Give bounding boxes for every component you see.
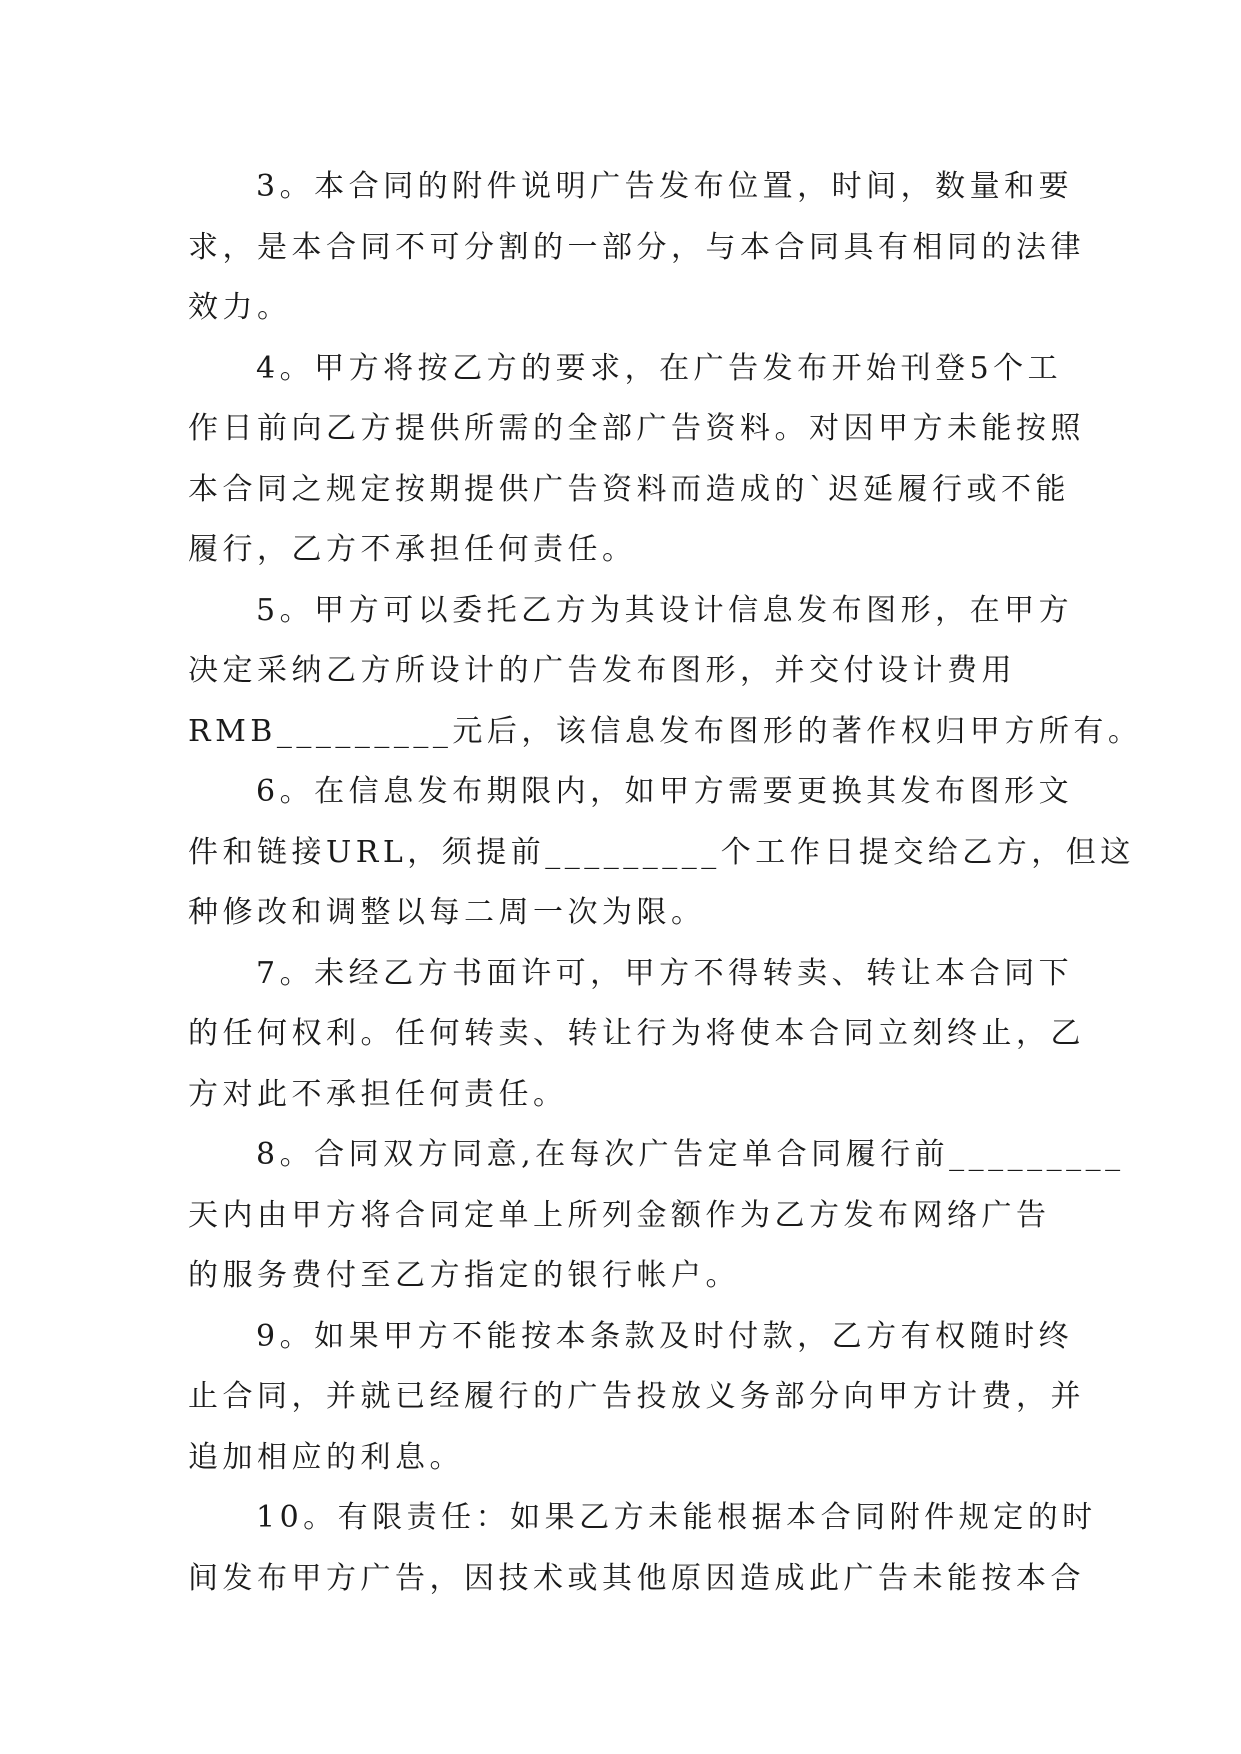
clause-7-paragraph (188, 944, 1085, 1126)
text-line: 止合同，并就已经履行的广告投放义务部分向甲方计费，并 (188, 1379, 1085, 1414)
text-line: 求，是本合同不可分割的一部分，与本合同具有相同的法律 (188, 229, 1085, 265)
text-line: 4。甲方将按乙方的要求，在广告发布开始刊登5个工 (256, 350, 1063, 386)
text-line: 7。未经乙方书面许可，甲方不得转卖、转让本合同下 (256, 955, 1074, 991)
clause-5-paragraph (188, 581, 1143, 763)
text-line: 3。本合同的附件说明广告发布位置，时间，数量和要 (256, 169, 1074, 204)
text-line: RMB_________元后，该信息发布图形的著作权归甲方所有。 (188, 713, 1143, 749)
clause-10-paragraph (188, 1488, 1097, 1609)
text-line: 追加相应的利息。 (188, 1439, 464, 1475)
text-line: 的服务费付至乙方指定的银行帐户。 (188, 1258, 740, 1293)
text-line: 作日前向乙方提供所需的全部广告资料。对因甲方未能按照 (188, 411, 1085, 446)
clause-8-paragraph (188, 1125, 1125, 1307)
text-line: 10。有限责任：如果乙方未能根据本合同附件规定的时 (256, 1500, 1097, 1535)
document-body (188, 157, 1143, 1609)
clause-4-paragraph (188, 339, 1085, 581)
text-line: 天内由甲方将合同定单上所列金额作为乙方发布网络广告 (188, 1197, 1051, 1233)
text-line: 件和链接URL，须提前_________个工作日提交给乙方，但这 (188, 834, 1135, 870)
text-line: 决定采纳乙方所设计的广告发布图形，并交付设计费用 (188, 653, 1016, 688)
text-line: 9。如果甲方不能按本条款及时付款，乙方有权随时终 (256, 1318, 1074, 1354)
text-line: 8。合同双方同意,在每次广告定单合同履行前_________ (256, 1137, 1125, 1172)
text-line: 方对此不承担任何责任。 (188, 1076, 568, 1112)
clause-6-paragraph (188, 762, 1135, 944)
text-line: 5。甲方可以委托乙方为其设计信息发布图形，在甲方 (256, 592, 1074, 628)
text-line: 本合同之规定按期提供广告资料而造成的`迟延履行或不能 (188, 471, 1070, 507)
text-line: 间发布甲方广告，因技术或其他原因造成此广告未能按本合 (188, 1560, 1085, 1596)
clause-3-paragraph (188, 157, 1085, 339)
clause-9-paragraph (188, 1307, 1085, 1489)
text-line: 的任何权利。任何转卖、转让行为将使本合同立刻终止，乙 (188, 1016, 1085, 1051)
text-line: 效力。 (188, 290, 292, 325)
text-line: 种修改和调整以每二周一次为限。 (188, 895, 706, 930)
text-line: 6。在信息发布期限内，如甲方需要更换其发布图形文 (256, 774, 1074, 809)
text-line: 履行，乙方不承担任何责任。 (188, 532, 637, 567)
